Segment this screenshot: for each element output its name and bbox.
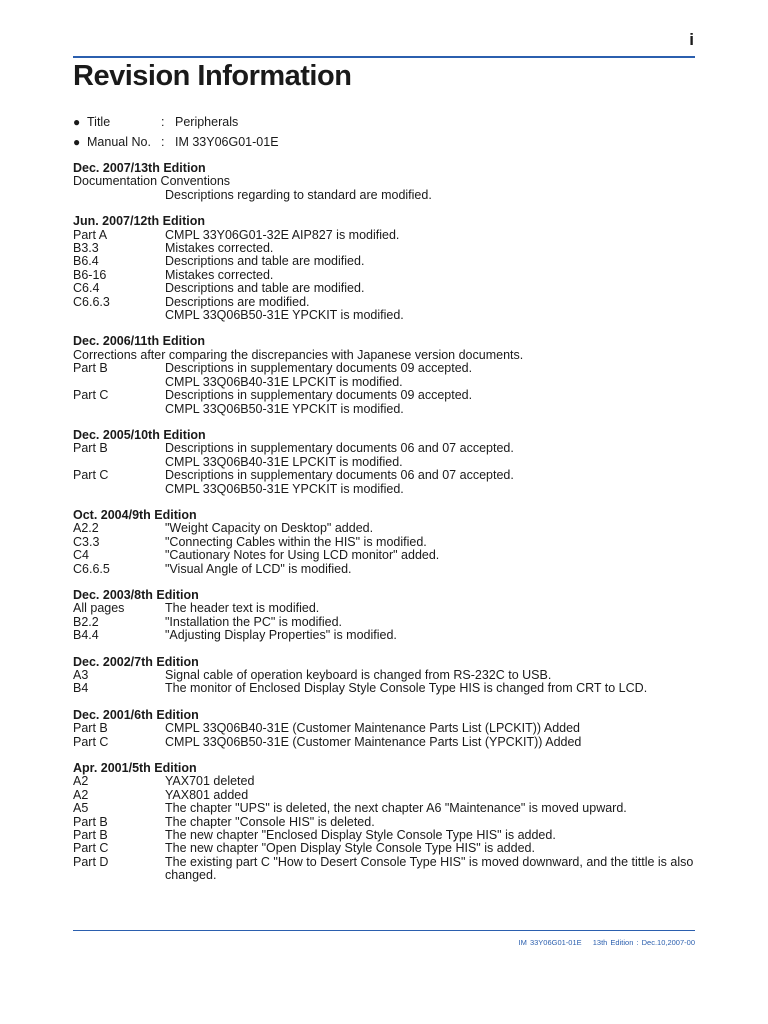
revision-section: B4 xyxy=(73,681,89,696)
edition-heading: Dec. 2003/8th Edition xyxy=(73,587,199,602)
revision-description: CMPL 33Q06B50-31E YPCKIT is modified. xyxy=(165,308,404,323)
revision-description: The new chapter "Enclosed Display Style Console Type HIS" is added. xyxy=(165,828,556,843)
edition-block xyxy=(73,656,695,696)
revision-row xyxy=(73,469,695,482)
revision-row xyxy=(73,362,695,375)
revision-description: The chapter "Console HIS" is deleted. xyxy=(165,814,375,829)
footer-manual-number: IM 33Y06G01-01E xyxy=(518,938,582,947)
revision-row xyxy=(73,775,695,788)
revision-row xyxy=(73,403,695,416)
meta-label: Manual No. xyxy=(87,134,151,149)
revision-description: Mistakes corrected. xyxy=(165,241,274,256)
revision-row xyxy=(73,175,695,188)
revision-row xyxy=(73,563,695,576)
revision-section xyxy=(73,309,165,322)
revision-description: Descriptions regarding to standard are modified. xyxy=(165,187,432,202)
revision-description: The header text is modified. xyxy=(165,601,320,616)
revision-row xyxy=(73,816,695,829)
revision-section xyxy=(73,189,165,202)
edition-block xyxy=(73,589,695,643)
revision-description: CMPL 33Y06G01-32E AIP827 is modified. xyxy=(165,227,400,242)
revision-section: Part A xyxy=(73,227,108,242)
revision-section: Part C xyxy=(73,734,109,749)
revision-section: Part B xyxy=(73,441,108,456)
revision-section: A5 xyxy=(73,801,89,816)
revision-description: CMPL 33Q06B40-31E LPCKIT is modified. xyxy=(165,374,403,389)
meta-separator: : xyxy=(161,134,165,149)
page-footer xyxy=(511,938,695,947)
revision-section xyxy=(73,483,165,496)
revision-row xyxy=(73,602,695,615)
revision-description: The monitor of Enclosed Display Style Console Type HIS is changed from CRT to LCD. xyxy=(165,681,648,696)
bullet-icon: ● xyxy=(73,115,81,129)
revision-section: A2 xyxy=(73,774,89,789)
edition-heading: Apr. 2001/5th Edition xyxy=(73,761,197,776)
revision-section: C6.6.5 xyxy=(73,561,110,576)
revision-description: Descriptions are modified. xyxy=(165,294,310,309)
revision-section: Part B xyxy=(73,814,108,829)
revision-row xyxy=(73,269,695,282)
revision-section: B6-16 xyxy=(73,267,107,282)
edition-heading: Dec. 2006/11th Edition xyxy=(73,334,205,349)
edition-block xyxy=(73,762,695,883)
revision-row xyxy=(73,669,695,682)
revision-description: CMPL 33Q06B40-31E (Customer Maintenance Parts List (LPCKIT)) Added xyxy=(165,721,581,736)
revision-section xyxy=(73,376,165,389)
revision-row xyxy=(73,309,695,322)
revision-row xyxy=(73,722,695,735)
revision-description: "Visual Angle of LCD" is modified. xyxy=(165,561,352,576)
revision-section: C4 xyxy=(73,548,89,563)
revision-description: CMPL 33Q06B40-31E LPCKIT is modified. xyxy=(165,454,403,469)
revision-section: Part B xyxy=(73,721,108,736)
edition-heading: Dec. 2005/10th Edition xyxy=(73,427,206,442)
revision-description: The existing part C "How to Desert Console Type HIS" is moved downward, and the tittle is also changed. xyxy=(165,854,694,883)
revision-section: A3 xyxy=(73,668,89,682)
revision-list xyxy=(73,162,695,896)
revision-note: Corrections after comparing the discrepancies with Japanese version documents. xyxy=(73,347,524,362)
edition-block xyxy=(73,429,695,496)
revision-row xyxy=(73,242,695,255)
revision-description: Descriptions and table are modified. xyxy=(165,281,365,296)
revision-description: YAX801 added xyxy=(165,787,249,802)
revision-description: "Weight Capacity on Desktop" added. xyxy=(165,521,374,536)
edition-heading: Dec. 2001/6th Edition xyxy=(73,707,199,722)
revision-row xyxy=(73,522,695,535)
revision-row xyxy=(73,549,695,562)
meta-value: Peripherals xyxy=(175,115,239,129)
revision-section: Part B xyxy=(73,361,108,376)
revision-row xyxy=(73,629,695,642)
revision-description: CMPL 33Q06B50-31E YPCKIT is modified. xyxy=(165,481,404,496)
revision-description: "Installation the PC" is modified. xyxy=(165,614,343,629)
revision-section: C3.3 xyxy=(73,534,100,549)
revision-description: "Connecting Cables within the HIS" is modified. xyxy=(165,534,427,549)
revision-section: B3.3 xyxy=(73,241,99,256)
meta-separator: : xyxy=(161,115,165,129)
revision-row xyxy=(73,483,695,496)
revision-section: C6.4 xyxy=(73,281,100,296)
revision-description: Descriptions in supplementary documents 09 accepted. xyxy=(165,361,473,376)
revision-row xyxy=(73,802,695,815)
revision-description: The chapter "UPS" is deleted, the next chapter A6 "Maintenance" is moved upward. xyxy=(165,801,627,816)
revision-row xyxy=(73,349,695,362)
revision-row xyxy=(73,536,695,549)
revision-section: Part D xyxy=(73,854,109,869)
revision-description: Signal cable of operation keyboard is changed from RS-232C to USB. xyxy=(165,668,552,682)
meta-manual-row xyxy=(73,133,279,153)
revision-row xyxy=(73,229,695,242)
revision-section: B6.4 xyxy=(73,254,99,269)
revision-section: A2.2 xyxy=(73,521,99,536)
meta-value: IM 33Y06G01-01E xyxy=(175,134,279,149)
revision-row xyxy=(73,282,695,295)
revision-section: Part C xyxy=(73,841,109,856)
revision-section: Part C xyxy=(73,468,109,483)
header-rule xyxy=(73,56,695,58)
footer-edition: 13th Edition : Dec.10,2007-00 xyxy=(592,938,695,947)
edition-block xyxy=(73,162,695,202)
bullet-icon: ● xyxy=(73,134,81,149)
revision-section: C6.6.3 xyxy=(73,294,110,309)
revision-description: YAX701 deleted xyxy=(165,774,255,789)
revision-row xyxy=(73,255,695,268)
footer-rule xyxy=(73,930,695,931)
edition-heading: Oct. 2004/9th Edition xyxy=(73,507,197,522)
revision-section: B2.2 xyxy=(73,614,99,629)
revision-description: CMPL 33Q06B50-31E (Customer Maintenance Parts List (YPCKIT)) Added xyxy=(165,734,582,749)
edition-block xyxy=(73,509,695,576)
revision-row xyxy=(73,189,695,202)
document-meta xyxy=(73,113,279,152)
meta-label: Title xyxy=(87,115,111,129)
revision-section: Part B xyxy=(73,828,108,843)
revision-note: Documentation Conventions xyxy=(73,174,231,189)
revision-description: Descriptions in supplementary documents 06 and 07 accepted. xyxy=(165,468,514,483)
revision-row xyxy=(73,456,695,469)
revision-section: Part C xyxy=(73,388,109,403)
revision-description: "Adjusting Display Properties" is modified. xyxy=(165,628,397,643)
revision-section: All pages xyxy=(73,601,125,616)
revision-row xyxy=(73,789,695,802)
edition-heading: Jun. 2007/12th Edition xyxy=(73,214,205,229)
revision-row xyxy=(73,829,695,842)
revision-row xyxy=(73,682,695,695)
revision-row xyxy=(73,856,695,883)
edition-heading: Dec. 2002/7th Edition xyxy=(73,654,199,669)
revision-row xyxy=(73,389,695,402)
revision-section: A2 xyxy=(73,787,89,802)
revision-section xyxy=(73,456,165,469)
revision-description: Descriptions and table are modified. xyxy=(165,254,365,269)
revision-section: B4.4 xyxy=(73,628,99,643)
revision-description: "Cautionary Notes for Using LCD monitor" added. xyxy=(165,548,440,563)
revision-row xyxy=(73,616,695,629)
edition-heading: Dec. 2007/13th Edition xyxy=(73,161,206,175)
revision-description: The new chapter "Open Display Style Console Type HIS" is added. xyxy=(165,841,535,856)
revision-section xyxy=(73,403,165,416)
edition-block xyxy=(73,335,695,415)
meta-title-row xyxy=(73,113,279,133)
revision-row xyxy=(73,442,695,455)
revision-description: Descriptions in supplementary documents 06 and 07 accepted. xyxy=(165,441,514,456)
revision-description: Mistakes corrected. xyxy=(165,267,274,282)
revision-row xyxy=(73,376,695,389)
revision-description: CMPL 33Q06B50-31E YPCKIT is modified. xyxy=(165,401,404,416)
page-title: Revision Information xyxy=(73,60,352,92)
revision-row xyxy=(73,842,695,855)
revision-row xyxy=(73,736,695,749)
revision-description: Descriptions in supplementary documents 09 accepted. xyxy=(165,388,473,403)
page-number: i xyxy=(689,30,694,49)
edition-block xyxy=(73,709,695,749)
edition-block xyxy=(73,215,695,322)
revision-row xyxy=(73,296,695,309)
